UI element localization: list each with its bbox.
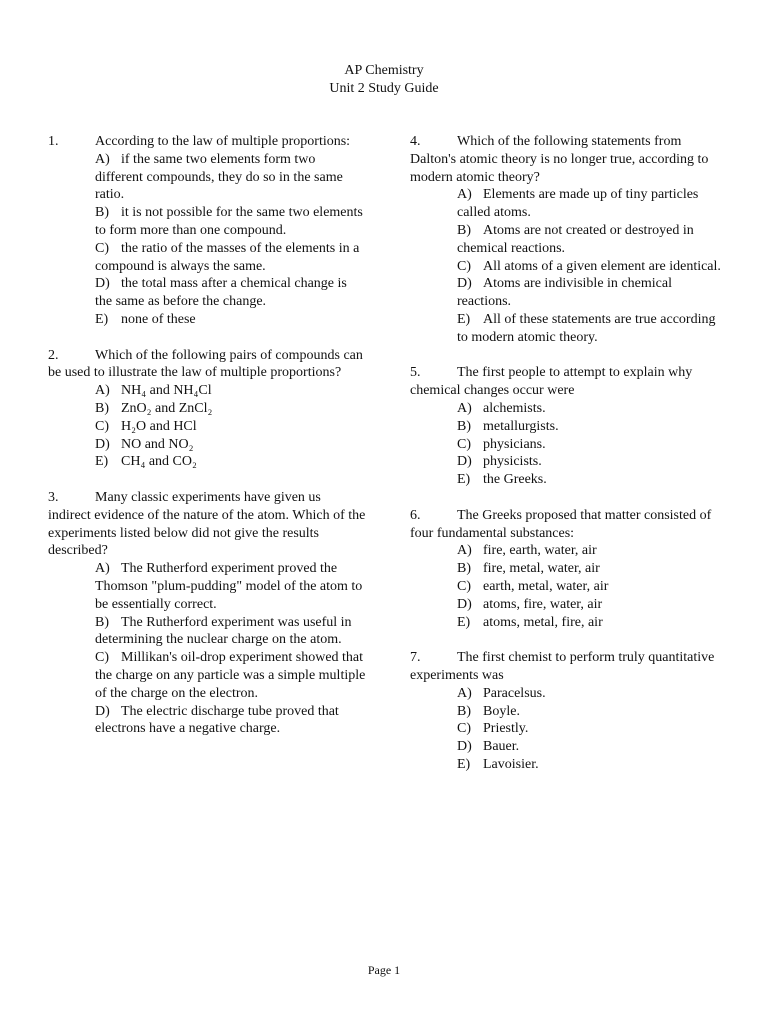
option-letter: D): [95, 703, 110, 719]
option-text: the total mass after a chemical change is the same as before the change.: [95, 276, 347, 310]
question-text: The first chemist to perform truly quantitative experiments was: [410, 650, 715, 683]
option-text: H₂O and HCl: [121, 418, 197, 434]
option-letter: D): [457, 276, 472, 292]
question-number: 6.: [410, 507, 421, 523]
option-text: Lavoisier.: [483, 756, 539, 772]
option-c: [457, 436, 728, 454]
option-text: Paracelsus.: [483, 685, 546, 701]
option-text: NO and NO₂: [121, 436, 194, 452]
answer-options: [410, 186, 728, 346]
option-letter: E): [95, 454, 109, 470]
option-b: [457, 222, 728, 258]
question-6: [410, 507, 728, 632]
question-text: Which of the following pairs of compounds can be used to illustrate the law of multiple proportions?: [48, 347, 363, 381]
answer-options: [48, 151, 366, 329]
option-letter: E): [457, 311, 471, 327]
answer-options: [48, 560, 366, 738]
option-text: none of these: [121, 311, 196, 327]
option-letter: A): [457, 685, 472, 701]
option-letter: B): [457, 561, 471, 577]
option-a: [457, 542, 728, 560]
option-letter: C): [457, 578, 471, 594]
option-text: physicists.: [483, 454, 542, 470]
option-e: [95, 453, 366, 471]
option-b: [95, 400, 366, 418]
question-7: [410, 649, 728, 774]
option-c: [95, 649, 366, 702]
option-a: [95, 560, 366, 613]
option-letter: B): [457, 222, 471, 238]
option-d: [95, 275, 366, 311]
option-text: Atoms are indivisible in chemical reactions.: [457, 276, 672, 310]
option-letter: C): [95, 418, 109, 434]
option-letter: C): [95, 650, 109, 666]
document-header: [0, 62, 768, 98]
option-e: [95, 311, 366, 329]
option-a: [95, 382, 366, 400]
option-text: NH₄ and NH₄Cl: [121, 383, 212, 399]
option-c: [95, 240, 366, 276]
option-e: [457, 311, 728, 347]
option-text: The Rutherford experiment was useful in determining the nuclear charge on the atom.: [95, 614, 352, 648]
question-3: [48, 489, 366, 738]
guide-title: Unit 2 Study Guide: [329, 80, 439, 96]
question-text: Many classic experiments have given us indirect evidence of the nature of the atom. Which of the experiments listed below did not give the results described?: [48, 489, 366, 559]
option-letter: B): [95, 205, 109, 221]
option-text: atoms, metal, fire, air: [483, 614, 603, 630]
question-text: According to the law of multiple proportions:: [95, 134, 351, 149]
question-number: 2.: [48, 347, 59, 363]
option-a: [457, 685, 728, 703]
option-letter: B): [457, 703, 471, 719]
option-letter: C): [457, 436, 471, 452]
option-a: [95, 151, 366, 204]
question-5: [410, 364, 728, 489]
option-text: physicians.: [483, 436, 546, 452]
option-c: [457, 720, 728, 738]
answer-options: [410, 542, 728, 631]
option-letter: B): [95, 400, 109, 416]
answer-options: [410, 685, 728, 774]
option-text: All of these statements are true according to modern atomic theory.: [457, 311, 716, 345]
question-2: [48, 347, 366, 472]
option-text: atoms, fire, water, air: [483, 596, 603, 612]
option-d: [95, 436, 366, 454]
option-letter: D): [95, 436, 110, 452]
option-d: [457, 275, 728, 311]
option-text: CH₄ and CO₂: [121, 454, 197, 470]
option-text: Atoms are not created or destroyed in chemical reactions.: [457, 222, 694, 256]
option-text: fire, metal, water, air: [483, 561, 600, 577]
page-number: Page 1: [367, 963, 401, 977]
option-letter: A): [95, 561, 110, 577]
option-e: [457, 614, 728, 632]
option-d: [95, 703, 366, 739]
option-text: it is not possible for the same two elements to form more than one compound.: [95, 205, 363, 238]
option-text: fire, earth, water, air: [483, 543, 597, 559]
option-a: [457, 186, 728, 222]
option-letter: C): [457, 258, 471, 274]
option-text: Bauer.: [483, 739, 520, 755]
option-text: earth, metal, water, air: [483, 578, 609, 594]
option-letter: D): [457, 454, 472, 470]
question-1: [48, 133, 366, 329]
option-d: [457, 738, 728, 756]
question-number: 1.: [48, 134, 59, 149]
question-4: [410, 133, 728, 347]
option-letter: A): [95, 151, 110, 167]
option-d: [457, 596, 728, 614]
option-letter: E): [457, 614, 471, 630]
option-text: Millikan's oil-drop experiment showed that the charge on any particle was a simple multiple of the charge on the electron.: [95, 650, 366, 701]
option-text: if the same two elements form two different compounds, they do so in the same ratio.: [95, 151, 343, 203]
option-text: the Greeks.: [483, 472, 547, 488]
course-title: AP Chemistry: [344, 63, 424, 78]
option-letter: E): [95, 311, 109, 327]
option-c: [95, 418, 366, 436]
option-b: [95, 614, 366, 650]
option-e: [457, 756, 728, 774]
option-text: ZnO₂ and ZnCl₂: [121, 400, 213, 416]
option-letter: B): [95, 614, 109, 630]
question-text: The Greeks proposed that matter consisted of four fundamental substances:: [410, 507, 712, 541]
option-letter: D): [457, 596, 472, 612]
option-text: All atoms of a given element are identical.: [483, 258, 721, 274]
option-letter: A): [457, 400, 472, 416]
question-number: 3.: [48, 489, 59, 505]
option-b: [457, 418, 728, 436]
option-letter: B): [457, 418, 471, 434]
option-d: [457, 453, 728, 471]
option-text: The Rutherford experiment proved the Thomson "plum-pudding" model of the atom to be essentially correct.: [95, 561, 363, 612]
option-letter: E): [457, 756, 471, 772]
option-e: [457, 471, 728, 489]
question-number: 4.: [410, 134, 421, 149]
option-text: Elements are made up of tiny particles called atoms.: [457, 187, 699, 221]
option-b: [457, 703, 728, 721]
question-text: Which of the following statements from Dalton's atomic theory is no longer true, according to modern atomic theory?: [410, 134, 709, 185]
option-letter: A): [95, 383, 110, 399]
option-b: [457, 560, 728, 578]
option-letter: D): [457, 739, 472, 755]
option-a: [457, 400, 728, 418]
option-text: metallurgists.: [483, 418, 559, 434]
question-number: 7.: [410, 650, 421, 666]
option-letter: E): [457, 472, 471, 488]
question-number: 5.: [410, 365, 421, 381]
answer-options: [410, 400, 728, 489]
option-text: Priestly.: [483, 721, 529, 737]
option-c: [457, 258, 728, 276]
answer-options: [48, 382, 366, 471]
question-text: The first people to attempt to explain why chemical changes occur were: [410, 365, 693, 399]
option-c: [457, 578, 728, 596]
option-letter: A): [457, 543, 472, 559]
option-letter: C): [95, 240, 109, 256]
option-letter: A): [457, 187, 472, 203]
left-column: [48, 133, 366, 756]
option-text: The electric discharge tube proved that electrons have a negative charge.: [95, 703, 339, 737]
option-b: [95, 204, 366, 240]
option-text: alchemists.: [483, 400, 546, 416]
option-text: Boyle.: [483, 703, 520, 719]
option-letter: D): [95, 276, 110, 292]
right-column: [410, 133, 728, 791]
option-letter: C): [457, 721, 471, 737]
option-text: the ratio of the masses of the elements in a compound is always the same.: [95, 240, 360, 274]
